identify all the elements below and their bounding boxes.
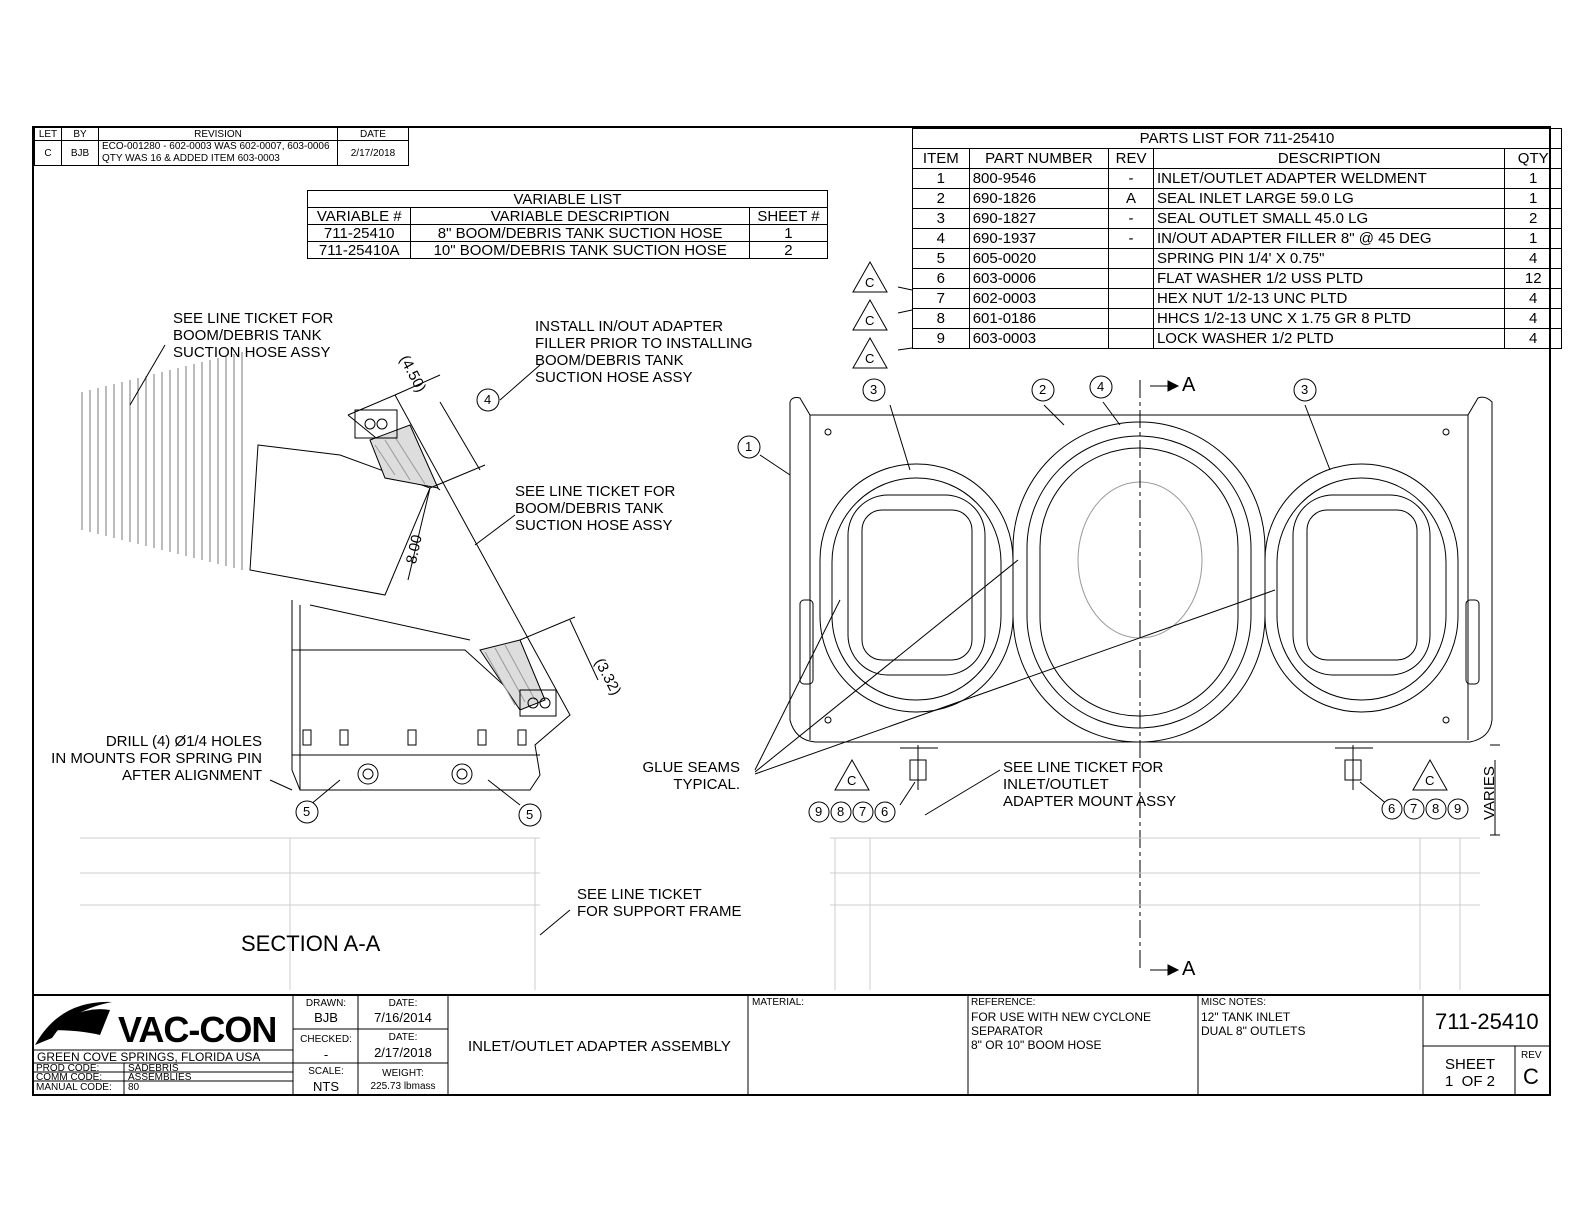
parts-list-title: PARTS LIST FOR 711-25410: [913, 129, 1562, 149]
part-rev: -: [1109, 209, 1154, 229]
table-row: [308, 242, 828, 259]
variable-list-title: VARIABLE LIST: [308, 191, 828, 208]
part-description: LOCK WASHER 1/2 PLTD: [1153, 329, 1504, 349]
item-bubble: 5: [303, 804, 311, 819]
prod-code-label: PROD CODE:: [36, 1063, 100, 1074]
parts-col-part-number: PART NUMBER: [969, 149, 1108, 169]
rev-col-date: DATE: [338, 128, 409, 141]
drawn-by: BJB: [314, 1010, 338, 1025]
note-support-frame: SEE LINE TICKET FOR SUPPORT FRAME: [577, 886, 742, 920]
table-row: [913, 189, 1562, 209]
part-number: 605-0020: [969, 249, 1108, 269]
checked-by: -: [323, 1047, 329, 1062]
note-glue-seams: GLUE SEAMS TYPICAL.: [642, 759, 740, 793]
part-rev: [1109, 289, 1154, 309]
section-label: SECTION A-A: [241, 931, 381, 956]
table-row: [913, 289, 1562, 309]
misc-notes-label: MISC NOTES:: [1201, 997, 1267, 1008]
variable-list-header: [308, 208, 828, 225]
manual-code-label: MANUAL CODE:: [36, 1082, 112, 1093]
part-qty: 12: [1505, 269, 1562, 289]
table-row: [308, 225, 828, 242]
item-bubble: 6: [1388, 801, 1396, 816]
var-number: 711-25410A: [308, 242, 411, 259]
parts-list-table: [912, 128, 1562, 349]
table-row: [913, 229, 1562, 249]
item-bubble: 3: [1301, 382, 1309, 397]
part-qty: 4: [1505, 289, 1562, 309]
table-row: [913, 249, 1562, 269]
part-description: SEAL OUTLET SMALL 45.0 LG: [1153, 209, 1504, 229]
table-row: [913, 169, 1562, 189]
part-item: 5: [913, 249, 970, 269]
part-description: INLET/OUTLET ADAPTER WELDMENT: [1153, 169, 1504, 189]
part-item: 1: [913, 169, 970, 189]
date-label: DATE:: [388, 1032, 418, 1043]
rev-let: C: [35, 141, 62, 166]
rev-flag: C: [865, 275, 875, 290]
part-item: 2: [913, 189, 970, 209]
item-bubble: 4: [484, 392, 492, 407]
part-rev: [1109, 249, 1154, 269]
part-number: 800-9546: [969, 169, 1108, 189]
note-hose-left: SEE LINE TICKET FOR BOOM/DEBRIS TANK SUCTION HOSE ASSY: [173, 310, 334, 361]
part-item: 7: [913, 289, 970, 309]
part-item: 6: [913, 269, 970, 289]
part-rev: [1109, 309, 1154, 329]
parts-col-qty: QTY: [1505, 149, 1562, 169]
var-sheet: 2: [749, 242, 827, 259]
item-bubble: 8: [1432, 801, 1440, 816]
drawing-number: 711-25410: [1435, 1009, 1539, 1034]
note-drill: DRILL (4) Ø1/4 HOLES IN MOUNTS FOR SPRING PIN AFTER ALIGNMENT: [51, 733, 262, 784]
part-item: 9: [913, 329, 970, 349]
item-bubble: 2: [1039, 382, 1047, 397]
part-number: 690-1937: [969, 229, 1108, 249]
part-number: 603-0003: [969, 329, 1108, 349]
material-label: MATERIAL:: [752, 997, 805, 1008]
checked-date: 2/17/2018: [374, 1045, 432, 1060]
var-description: 10" BOOM/DEBRIS TANK SUCTION HOSE: [411, 242, 749, 259]
var-col-sheet: SHEET #: [749, 208, 827, 225]
item-bubble: 9: [1454, 801, 1462, 816]
item-bubble: 6: [881, 804, 889, 819]
item-bubble: 3: [870, 382, 878, 397]
rev-col-revision: REVISION: [99, 128, 338, 141]
part-number: 601-0186: [969, 309, 1108, 329]
revision-header-row: [35, 128, 409, 141]
parts-list-body: [913, 169, 1562, 349]
part-rev: A: [1109, 189, 1154, 209]
rev-flag: C: [865, 313, 875, 328]
table-row: [913, 329, 1562, 349]
item-bubble: 9: [815, 804, 823, 819]
weight-value: 225.73 lbmass: [370, 1081, 436, 1092]
part-item: 4: [913, 229, 970, 249]
comm-code-label: COMM CODE:: [36, 1072, 103, 1083]
misc-notes-text: 12" TANK INLET DUAL 8" OUTLETS: [1201, 1010, 1306, 1038]
item-bubble: 4: [1097, 379, 1105, 394]
rev-flag: C: [1425, 773, 1435, 788]
weight-label: WEIGHT:: [382, 1068, 424, 1079]
part-number: 690-1826: [969, 189, 1108, 209]
part-description: SEAL INLET LARGE 59.0 LG: [1153, 189, 1504, 209]
drawing-title: INLET/OUTLET ADAPTER ASSEMBLY: [468, 1038, 731, 1055]
part-qty: 2: [1505, 209, 1562, 229]
sheet-label: SHEET: [1444, 1056, 1495, 1073]
part-rev: [1109, 269, 1154, 289]
scale-value: NTS: [313, 1079, 339, 1094]
part-qty: 1: [1505, 169, 1562, 189]
part-number: 690-1827: [969, 209, 1108, 229]
company-location: GREEN COVE SPRINGS, FLORIDA USA: [37, 1050, 261, 1064]
note-inlet-mount: SEE LINE TICKET FOR INLET/OUTLET ADAPTER MOUNT ASSY: [1003, 759, 1177, 810]
rev-by: BJB: [62, 141, 99, 166]
part-item: 3: [913, 209, 970, 229]
dim-3-32: (3.32): [590, 655, 625, 699]
part-number: 602-0003: [969, 289, 1108, 309]
var-description: 8" BOOM/DEBRIS TANK SUCTION HOSE: [411, 225, 749, 242]
reference-label: REFERENCE:: [971, 997, 1036, 1008]
var-sheet: 1: [749, 225, 827, 242]
var-number: 711-25410: [308, 225, 411, 242]
item-bubble: 7: [859, 804, 867, 819]
reference-text: FOR USE WITH NEW CYCLONE SEPARATOR 8" OR 10" BOOM HOSE: [971, 1010, 1152, 1052]
part-description: HHCS 1/2-13 UNC X 1.75 GR 8 PLTD: [1153, 309, 1504, 329]
rev-col-by: BY: [62, 128, 99, 141]
prod-code: SADEBRIS: [128, 1063, 179, 1074]
part-qty: 4: [1505, 329, 1562, 349]
rev-label: REV: [1521, 1050, 1542, 1061]
revision-table: [34, 127, 409, 166]
part-qty: 4: [1505, 249, 1562, 269]
rev-flag: C: [847, 773, 857, 788]
manual-code: 80: [128, 1082, 140, 1093]
part-description: HEX NUT 1/2-13 UNC PLTD: [1153, 289, 1504, 309]
part-qty: 4: [1505, 309, 1562, 329]
part-qty: 1: [1505, 229, 1562, 249]
table-row: [913, 209, 1562, 229]
note-hose-mid: SEE LINE TICKET FOR BOOM/DEBRIS TANK SUCTION HOSE ASSY: [515, 483, 676, 534]
parts-col-description: DESCRIPTION: [1153, 149, 1504, 169]
rev-date: 2/17/2018: [338, 141, 409, 166]
section-marker-top: A: [1182, 374, 1196, 396]
dim-8-00: 8.00: [403, 533, 426, 566]
parts-col-rev: REV: [1109, 149, 1154, 169]
date-label: DATE:: [388, 998, 418, 1009]
part-description: IN/OUT ADAPTER FILLER 8" @ 45 DEG: [1153, 229, 1504, 249]
drawn-date: 7/16/2014: [374, 1010, 432, 1025]
rev-value: C: [1523, 1064, 1539, 1089]
part-description: SPRING PIN 1/4' X 0.75": [1153, 249, 1504, 269]
section-marker-bottom: A: [1182, 958, 1196, 980]
note-install-filler: INSTALL IN/OUT ADAPTER FILLER PRIOR TO INSTALLING BOOM/DEBRIS TANK SUCTION HOSE ASSY: [535, 318, 753, 386]
parts-col-item: ITEM: [913, 149, 970, 169]
item-bubble: 8: [837, 804, 845, 819]
var-col-number: VARIABLE #: [308, 208, 411, 225]
sheet-number: 1 OF 2: [1444, 1073, 1496, 1090]
revision-row: [35, 141, 409, 166]
scale-label: SCALE:: [308, 1066, 344, 1077]
part-rev: -: [1109, 169, 1154, 189]
company-logo: VAC-CON: [118, 1009, 277, 1050]
parts-list-header: [913, 149, 1562, 169]
dim-4-50: (4.50): [395, 352, 430, 396]
part-number: 603-0006: [969, 269, 1108, 289]
part-qty: 1: [1505, 189, 1562, 209]
part-description: FLAT WASHER 1/2 USS PLTD: [1153, 269, 1504, 289]
table-row: [913, 309, 1562, 329]
dim-varies: VARIES: [1481, 766, 1498, 820]
checked-label: CHECKED:: [300, 1034, 352, 1045]
var-col-description: VARIABLE DESCRIPTION: [411, 208, 749, 225]
comm-code: ASSEMBLIES: [128, 1072, 192, 1083]
table-row: [913, 269, 1562, 289]
rev-col-let: LET: [35, 128, 62, 141]
item-bubble: 7: [1410, 801, 1418, 816]
rev-description: ECO-001280 - 602-0003 WAS 602-0007, 603-0006 QTY WAS 16 & ADDED ITEM 603-0003: [99, 141, 338, 166]
item-bubble: 5: [526, 807, 534, 822]
item-bubble: 1: [745, 439, 753, 454]
part-rev: -: [1109, 229, 1154, 249]
rev-flag: C: [865, 351, 875, 366]
part-rev: [1109, 329, 1154, 349]
drawn-label: DRAWN:: [305, 998, 347, 1009]
part-item: 8: [913, 309, 970, 329]
variable-list-table: [307, 190, 828, 259]
